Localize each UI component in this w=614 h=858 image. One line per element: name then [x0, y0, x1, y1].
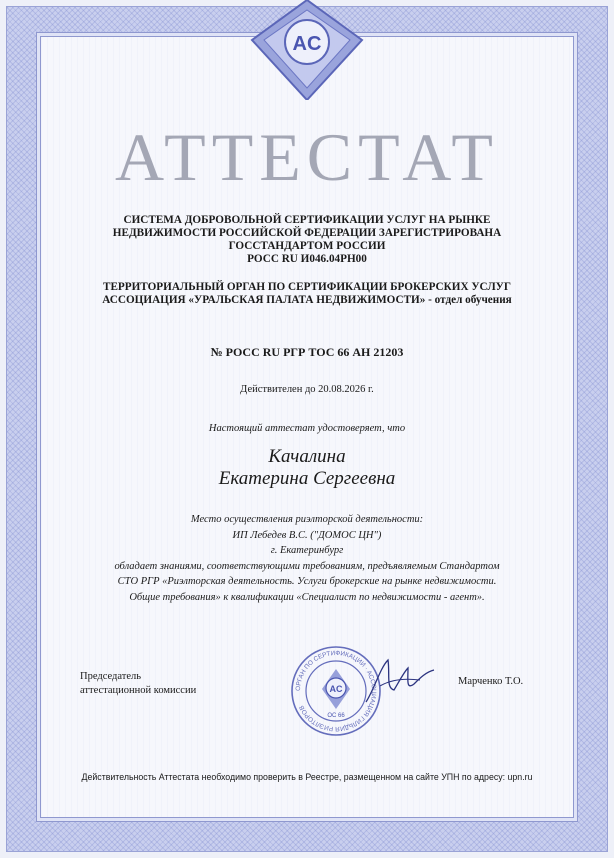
holder-name [60, 446, 554, 490]
holder-surname: Качалина [268, 446, 346, 467]
association-logo [242, 0, 372, 100]
certification-organ-block [60, 281, 554, 307]
holder-given-names: Екатерина Сергеевна [218, 468, 396, 489]
qualification-description [40, 512, 574, 606]
certifies-text: Настоящий аттестат удостоверяет, что [208, 423, 406, 434]
svg-text:AC: AC [292, 33, 322, 55]
system-line-3: ГОССТАНДАРТОМ РОССИИ [228, 240, 386, 252]
chairman-role [80, 670, 196, 698]
desc-line-6: Общие требования» к квалификации «Специалист по недвижимости - агент». [129, 591, 485, 603]
valid-until: Действителен до 20.08.2026 г. [240, 384, 374, 395]
handwritten-signature [360, 650, 440, 710]
verification-note: Действительность Аттестата необходимо проверить в Реестре, размещенном на сайте УПН по адресу: upn.ru [81, 772, 533, 782]
organ-line-1: ТЕРРИТОРИАЛЬНЫЙ ОРГАН ПО СЕРТИФИКАЦИИ БРОКЕРСКИХ УСЛУГ [103, 281, 511, 293]
certificate-number: № РОСС RU РГР ТОС 66 АН 21203 [210, 345, 404, 359]
system-line-2: НЕДВИЖИМОСТИ РОССИЙСКОЙ ФЕДЕРАЦИИ ЗАРЕГИСТРИРОВАНА [112, 227, 502, 239]
desc-line-4: обладает знаниями, соответствующими требованиям, предъявляемым Стандартом [114, 560, 500, 572]
desc-line-2: ИП Лебедев В.С. ("ДОМОС ЦН") [232, 529, 382, 541]
svg-text:AC: AC [329, 684, 343, 694]
certification-system-block [60, 214, 554, 266]
system-line-1: СИСТЕМА ДОБРОВОЛЬНОЙ СЕРТИФИКАЦИИ УСЛУГ НА РЫНКЕ [123, 214, 491, 226]
chairman-role-line-2: аттестационной комиссии [80, 685, 197, 696]
svg-text:ОС 66: ОС 66 [327, 713, 345, 719]
system-line-4: РОСС RU И046.04РН00 [247, 253, 367, 265]
chairman-role-line-1: Председатель [80, 671, 142, 682]
document-title: АТТЕСТАТ [115, 119, 499, 195]
desc-line-5: СТО РГР «Риэлторская деятельность. Услуги брокерские на рынке недвижимости. [117, 576, 497, 588]
svg-text:ОРГАН ПО СЕРТИФИКАЦИИ · АССОЦИ: ОРГАН ПО СЕРТИФИКАЦИИ · АССОЦИАЦИЯ ГИЛЬДИЯ РИЭЛТОРОВ [294, 649, 378, 733]
desc-line-3: г. Екатеринбург [270, 545, 344, 557]
signer-name: Марченко Т.О. [458, 676, 524, 687]
desc-line-1: Место осуществления риэлторской деятельности: [190, 514, 424, 525]
organ-line-2: АССОЦИАЦИЯ «УРАЛЬСКАЯ ПАЛАТА НЕДВИЖИМОСТИ» - отдел обучения [102, 294, 512, 306]
